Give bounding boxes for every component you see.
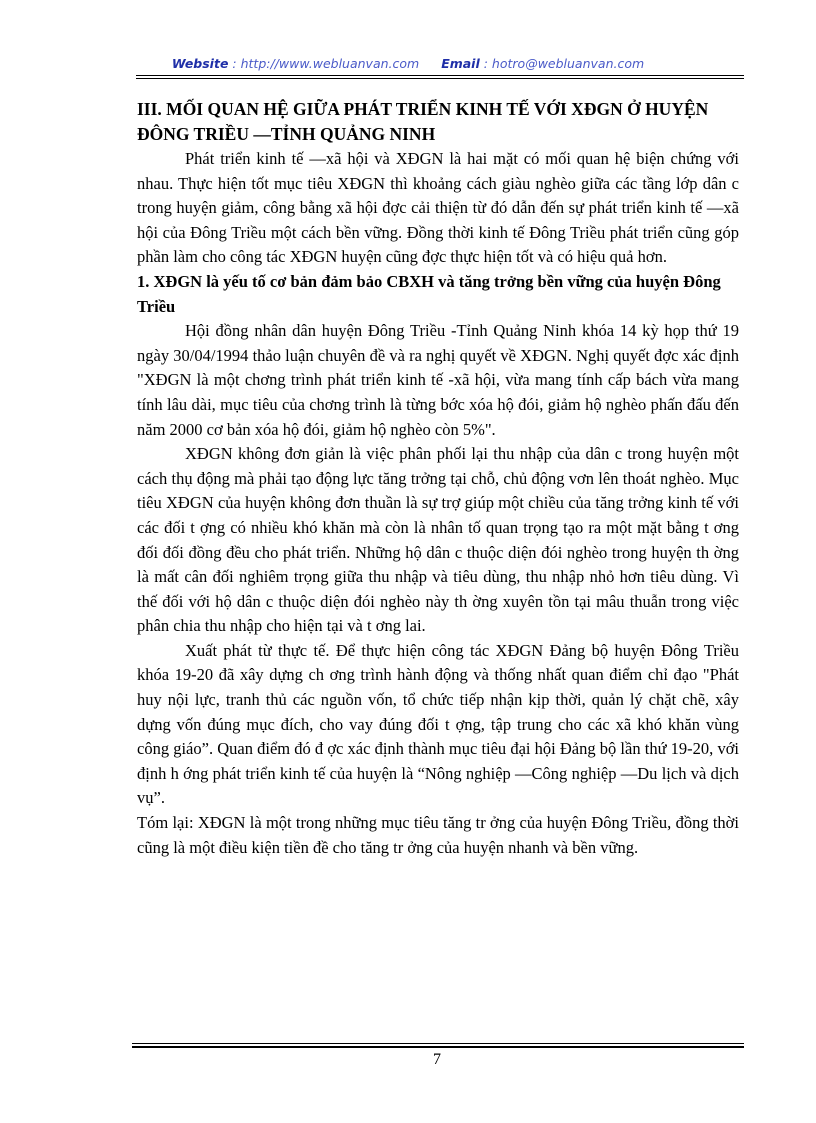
header-divider: [136, 75, 744, 79]
email-address[interactable]: : hotro@webluanvan.com: [483, 56, 645, 71]
section-heading: III. MỐI QUAN HỆ GIỮA PHÁT TRIỂN KINH TẾ VỚI XĐGN Ở HUYỆN ĐÔNG TRIỀU —TỈNH QUẢNG NINH: [137, 99, 709, 144]
website-label: Website: [171, 56, 229, 71]
page-number: 7: [433, 1051, 441, 1068]
footer-divider: [132, 1043, 744, 1048]
paragraph-1: Hội đồng nhân dân huyện Đông Triều -Tỉnh Quảng Ninh khóa 14 kỳ họp thứ 19 ngày 30/04/1994 thảo luận chuyên đề và ra nghị quyết về XĐGN. Nghị quyết đợc xác định "XĐGN là một chơng trình phát triển kinh tế -xã hội, vừa mang tính cấp bách vừa mang tính lâu dài, mục tiêu của chơng trình là từng bớc xóa hộ đói, giảm hộ nghèo phấn đấu đến năm 2000 cơ bản xóa hộ đói, giảm hộ nghèo còn 5%".: [137, 321, 739, 439]
website-url[interactable]: : http://www.webluanvan.com: [232, 56, 420, 71]
page-header: [0, 56, 816, 71]
conclusion-paragraph: Tóm lại: XĐGN là một trong những mục tiêu tăng tr ởng của huyện Đông Triều, đồng thời cũng là một điều kiện tiền đề cho tăng tr ởng của huyện nhanh và bền vững.: [137, 813, 739, 857]
paragraph-3: Xuất phát từ thực tế. Để thực hiện công tác XĐGN Đảng bộ huyện Đông Triều khóa 19-20 đã xây dựng ch ơng trình hành động và thống nhất quan điểm chỉ đạo "Phát huy nội lực, tranh thủ các nguồn vốn, tổ chức tiếp nhận kịp thời, quản lý chặt chẽ, xây dựng vốn đúng mục đích, cho vay đúng đối t ợng, tập trung cho các xã khó khăn vùng công giáo”. Quan điểm đó đ ợc xác định thành mục tiêu đại hội Đảng bộ lần thứ 19-20, với định h ớng phát triển kinh tế của huyện là “Nông nghiệp —Công nghiệp —Du lịch và dịch vụ”.: [137, 640, 739, 808]
subsection-heading: 1. XĐGN là yếu tố cơ bản đảm bảo CBXH và tăng trởng bền vững của huyện Đông Triều: [137, 271, 721, 316]
intro-paragraph: Phát triển kinh tế —xã hội và XĐGN là hai mặt có mối quan hệ biện chứng với nhau. Thực hiện tốt mục tiêu XĐGN thì khoảng cách giàu nghèo giữa các tầng lớp dân c trong huyện giảm, công bằng xã hội đợc cải thiện từ đó dẫn đến sự phát triển kinh tế —xã hội của Đông Triều một cách bền vững. Đồng thời kinh tế Đông Triều phát triển cũng góp phần làm cho công tác XĐGN huyện cũng đợc thực hiện tốt và có hiệu quả hơn.: [137, 149, 739, 267]
email-label: Email: [441, 56, 480, 71]
paragraph-2: XĐGN không đơn giản là việc phân phối lại thu nhập của dân c trong huyện một cách thụ động mà phải tạo động lực tăng trởng tại chỗ, chủ động vơn lên thoát nghèo. Mục tiêu XĐGN của huyện không đơn thuần là sự trợ giúp một chiều của tăng trởng kinh tế với các đối t ợng có nhiều khó khăn mà còn là nhân tố quan trọng tạo ra một mặt bằng t ơng đối đối đồng đều cho phát triển. Những hộ dân c thuộc diện đói nghèo trong huyện th ờng là mất cân đối nghiêm trọng giữa thu nhập và tiêu dùng, thu nhập nhỏ hơn tiêu dùng. Vì thế đối với hộ dân c thuộc diện đói nghèo này th ờng xuyên tồn tại mâu thuẫn trong việc phân chia thu nhập cho hiện tại và t ơng lai.: [137, 444, 739, 636]
document-body: [137, 97, 739, 860]
